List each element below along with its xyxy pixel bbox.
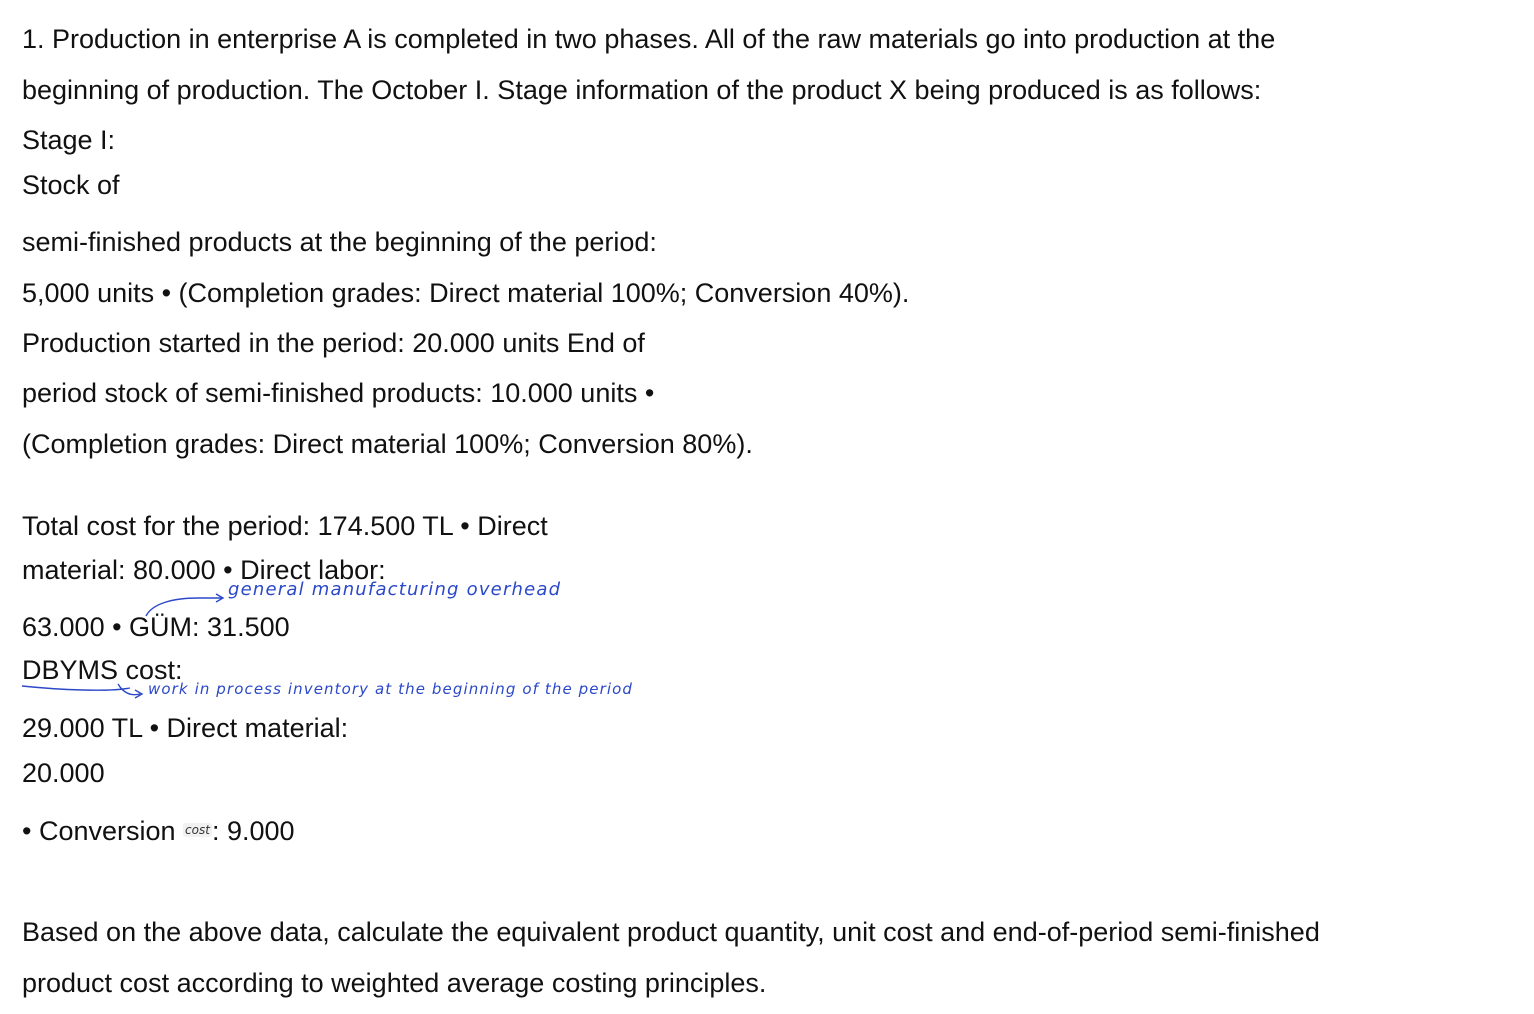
dbyms-material-value: 20.000 — [22, 758, 105, 788]
beginning-stock-units: 5,000 units • (Completion grades: Direct material 100%; Conversion 40%). — [22, 278, 910, 308]
stock-label: Stock of — [22, 170, 120, 200]
gum-cost-line: 63.000 • GÜM: 31.500 — [22, 612, 290, 642]
beginning-stock-label: semi-finished products at the beginning of the period: — [22, 227, 657, 257]
stage-heading: Stage I: — [22, 125, 116, 155]
direct-material-labor-line: material: 80.000 • Direct labor: — [22, 555, 386, 585]
problem-intro-line-2: beginning of production. The October I. Stage information of the product X being produced is as follows: — [22, 75, 1262, 105]
handwritten-cost-word: cost — [185, 823, 210, 837]
problem-intro-line-1: 1. Production in enterprise A is completed in two phases. All of the raw materials go into production at the — [22, 24, 1276, 54]
question-line-2: product cost according to weighted average costing principles. — [22, 968, 767, 998]
production-started-line: Production started in the period: 20.000 units End of — [22, 328, 645, 358]
gum-handwritten-note: general manufacturing overhead — [228, 579, 562, 600]
question-line-1: Based on the above data, calculate the equivalent product quantity, unit cost and end-of-period semi-finished — [22, 917, 1320, 947]
ending-stock-units: period stock of semi-finished products: 10.000 units • — [22, 378, 655, 408]
conversion-value: : 9.000 — [211, 816, 295, 846]
dbyms-cost-label: DBYMS cost: — [22, 655, 183, 685]
dbyms-total-line: 29.000 TL • Direct material: — [22, 713, 349, 743]
conversion-prefix: • Conversion — [22, 816, 184, 846]
conversion-cost-line — [22, 814, 295, 847]
ending-stock-completion: (Completion grades: Direct material 100%; Conversion 80%). — [22, 429, 753, 459]
dbyms-underline — [22, 686, 130, 690]
total-cost-line: Total cost for the period: 174.500 TL • Direct — [22, 511, 548, 541]
dbyms-handwritten-note: work in process inventory at the beginning of the period — [148, 680, 634, 698]
